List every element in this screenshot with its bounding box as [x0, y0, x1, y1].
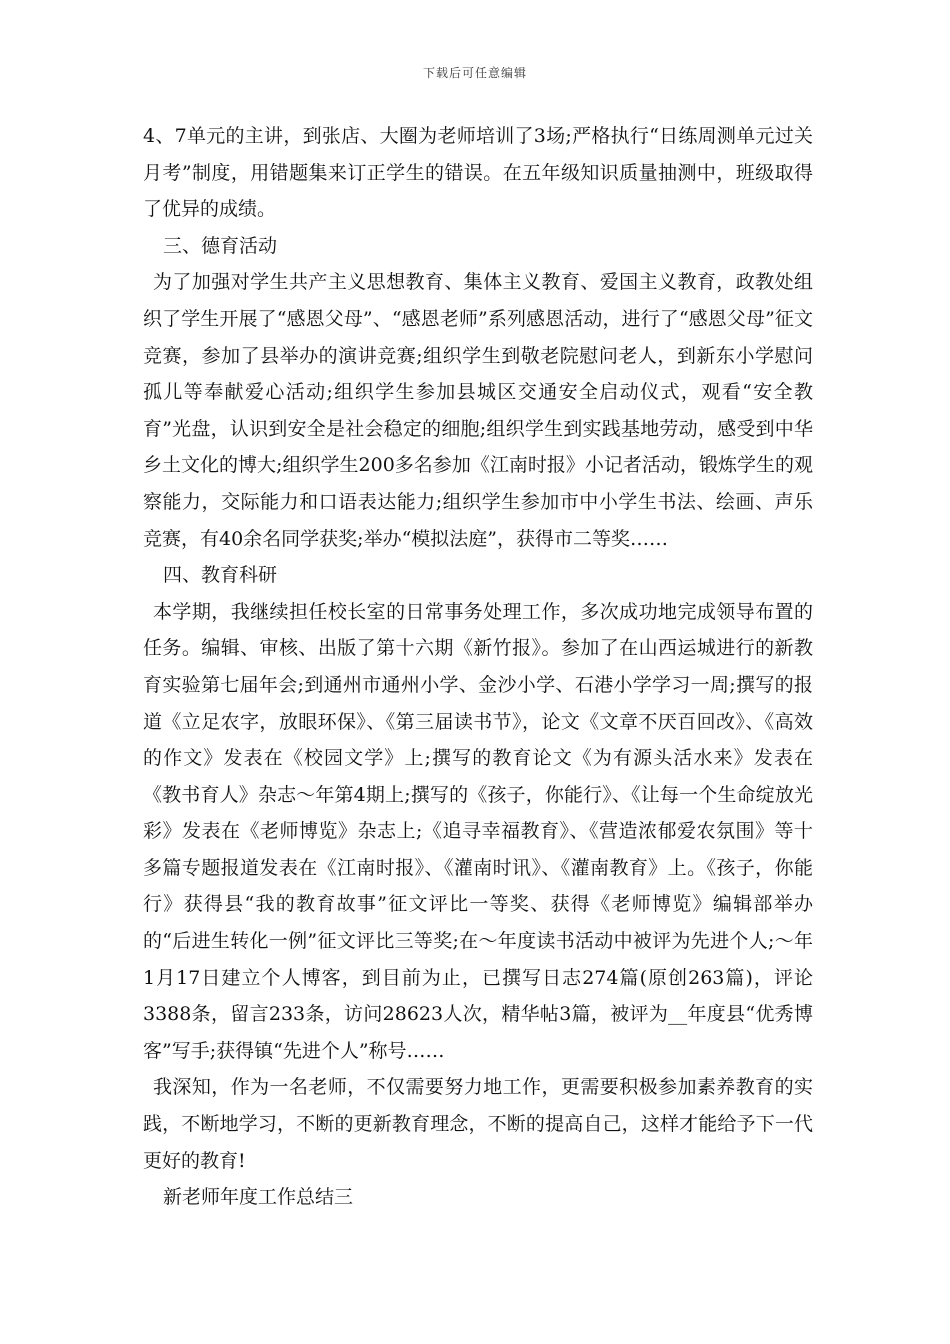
header-note: 下载后可任意编辑	[422, 66, 527, 80]
paragraph-closing: 我深知，作为一名老师，不仅需要努力地工作，更需要积极参加素养教育的实践，不断地学习，不断的更新教育理念，不断的提高自己，这样才能给予下一代更好的教育!	[143, 1076, 813, 1172]
paragraph-moral-education: 为了加强对学生共产主义思想教育、集体主义教育、爱国主义教育，政教处组织了学生开展了“感恩父母”、“感恩老师”系列感恩活动，进行了“感恩父母”征文竞赛，参加了县举办的演讲竞赛;组织学生到敬老院慰问老人，到新东小学慰问孤儿等奉献爱心活动;组织学生参加县城区交通安全启动仪式，观看“安全教育”光盘，认识到安全是社会稳定的细胞;组织学生到实践基地劳动，感受到中华乡土文化的博大;组织学生200多名参加《江南时报》小记者活动，锻炼学生的观察能力，交际能力和口语表达能力;组织学生参加市中小学生书法、绘画、声乐竞赛，有40余名同学获奖;举办“模拟法庭”，获得市二等奖……	[143, 271, 813, 550]
section-heading-moral-education: 三、德育活动	[163, 234, 278, 257]
document-body	[143, 118, 813, 1216]
section-heading-education-research: 四、教育科研	[163, 564, 278, 587]
paragraph-education-research: 本学期，我继续担任校长室的日常事务处理工作，多次成功地完成领导布置的任务。编辑、审核、出版了第十六期《新竹报》。参加了在山西运城进行的新教育实验第七届年会;到通州市通州小学、金沙小学、石港小学学习一周;撰写的报道《立足农字，放眼环保》、《第三届读书节》，论文《文章不厌百回改》、《高效的作文》发表在《校园文学》上;撰写的教育论文《为有源头活水来》发表在《教书育人》杂志～年第4期上;撰写的《孩子，你能行》、《让每一个生命绽放光彩》发表在《老师博览》杂志上;《追寻幸福教育》、《营造浓郁爱农氛围》等十多篇专题报道发表在《江南时报》、《灌南时讯》、《灌南教育》上。《孩子，你能行》获得县“我的教育故事”征文评比一等奖、获得《老师博览》编辑部举办的“后进生转化一例”征文评比三等奖;在～年度读书活动中被评为先进个人;～年1月17日建立个人博客，到目前为止，已撰写日志274篇(原创263篇)，评论3388条，留言233条，访问28623人次，精华帖3篇，被评为__年度县“优秀博客”写手;获得镇“先进个人”称号……	[143, 600, 813, 1062]
paragraph-continued: 4、7单元的主讲，到张店、大圈为老师培训了3场;严格执行“日练周测单元过关月考”制度，用错题集来订正学生的错误。在五年级知识质量抽测中，班级取得了优异的成绩。	[143, 125, 813, 221]
next-section-title: 新老师年度工作总结三	[163, 1186, 354, 1209]
